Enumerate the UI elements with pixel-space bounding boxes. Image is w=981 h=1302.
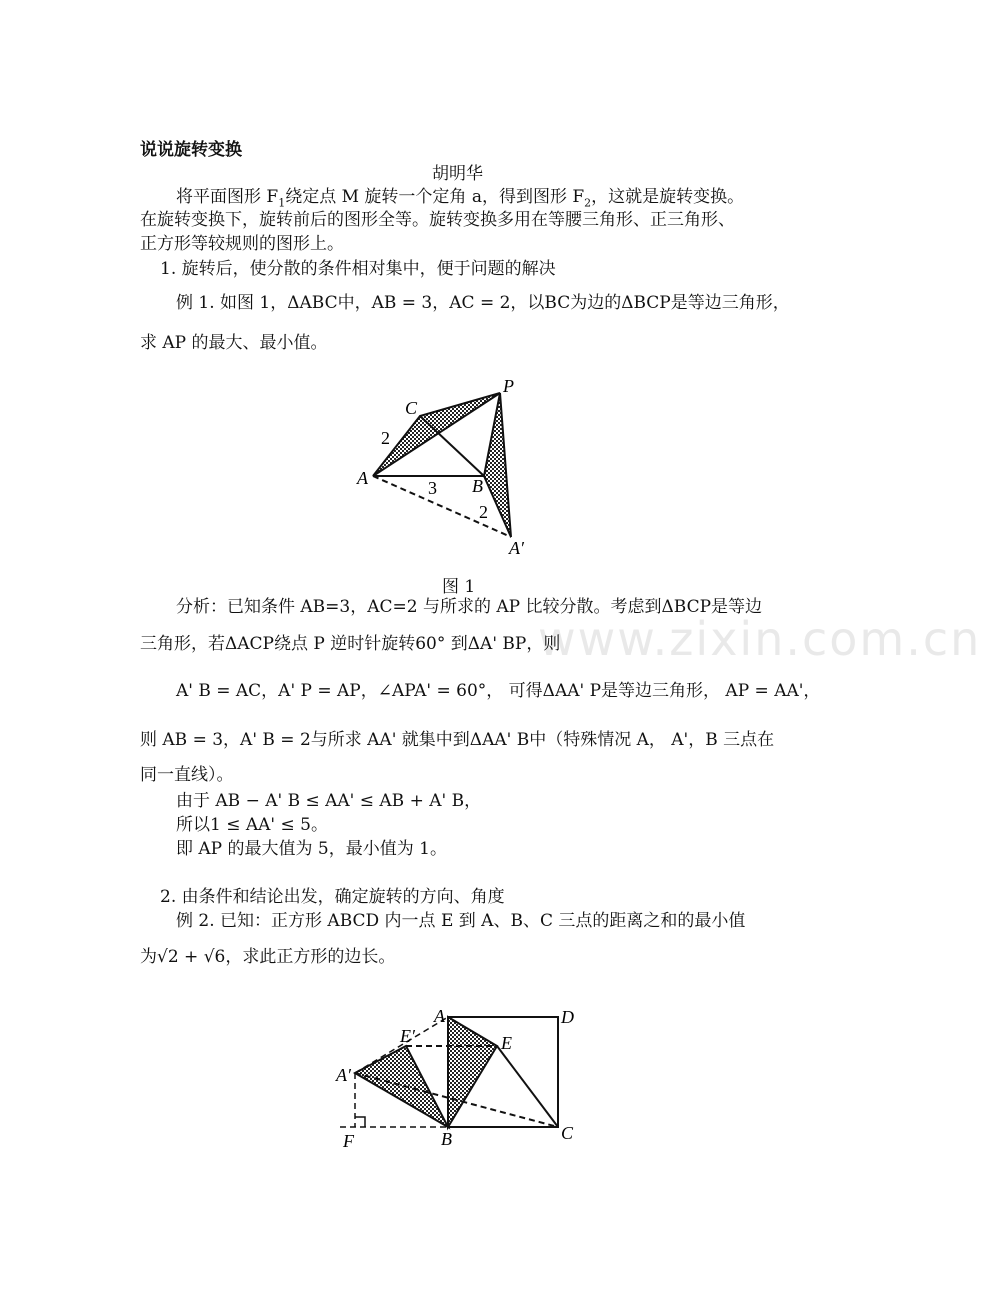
- analysis-line-3: A' B = AC，A' P = AP，∠APA' = 60°， 可得ΔAA' P是等边三角形， AP = AA'，: [176, 681, 821, 701]
- intro-sub-1: 1: [278, 196, 286, 210]
- analysis-line-2: 三角形，若ΔACP绕点 P 逆时针旋转60° 到ΔA' BP，则: [140, 634, 561, 654]
- example1-line-1: 例 1. 如图 1，ΔABC中，AB = 3，AC = 2，以BC为边的ΔBCP是等边三角形，: [176, 293, 790, 313]
- intro-text-c: ，这就是旋转变换。: [591, 187, 745, 207]
- label-b: B: [472, 476, 483, 496]
- intro-sub-2: 2: [584, 196, 592, 210]
- figure-1-caption: 图 1: [442, 577, 476, 597]
- figure-2: [330, 998, 590, 1158]
- intro-line-3: 正方形等较规则的图形上。: [140, 234, 344, 254]
- label-len-ac: 2: [381, 428, 390, 448]
- label-a-prime: A′: [509, 538, 524, 558]
- analysis-line-4: 则 AB = 3，A' B = 2与所求 AA' 就集中到ΔAA' B中（特殊情况 A， A'，B 三点在: [140, 730, 775, 750]
- intro-line-2: 在旋转变换下，旋转前后的图形全等。旋转变换多用在等腰三角形、正三角形、: [140, 210, 735, 230]
- step-2: 所以1 ≤ AA' ≤ 5。: [176, 815, 328, 835]
- label-b: B: [441, 1129, 452, 1149]
- triangle-abe-shaded: [448, 1017, 497, 1127]
- triangle-acp-shaded: [373, 393, 500, 476]
- figure-1: [355, 372, 545, 562]
- label-len-ab: 3: [428, 478, 437, 498]
- example2-line-2: 为√2 + √6，求此正方形的边长。: [140, 947, 396, 967]
- conclusion: 即 AP 的最大值为 5，最小值为 1。: [176, 839, 447, 859]
- author: 胡明华: [432, 164, 483, 184]
- intro-text-b: 绕定点 M 旋转一个定角 a，得到图形 F: [285, 187, 585, 207]
- triangle-a-prime-bp-shaded: [484, 393, 511, 537]
- watermark: www.zixin.com.cn: [538, 612, 981, 666]
- label-a-prime: A′: [336, 1065, 351, 1085]
- label-p: P: [503, 376, 514, 396]
- label-e-prime: E′: [400, 1026, 415, 1046]
- section1-heading: 1. 旋转后，使分散的条件相对集中，便于问题的解决: [160, 259, 556, 279]
- label-len-ba-prime: 2: [479, 502, 488, 522]
- analysis-line-5: 同一直线）。: [140, 765, 234, 785]
- intro-text-a: 将平面图形 F: [176, 187, 279, 207]
- triangle-a-prime-e-prime-b-shaded: [355, 1046, 448, 1127]
- section2-heading: 2. 由条件和结论出发，确定旋转的方向、角度: [160, 887, 505, 907]
- doc-title: 说说旋转变换: [140, 140, 242, 160]
- label-c: C: [405, 398, 418, 418]
- right-angle-mark: [355, 1117, 365, 1127]
- label-f: F: [343, 1131, 354, 1151]
- segment-ec: [497, 1046, 558, 1127]
- example1-line-2: 求 AP 的最大、最小值。: [140, 333, 328, 353]
- label-d: D: [561, 1007, 574, 1027]
- label-e: E: [501, 1033, 512, 1053]
- step-1: 由于 AB − A' B ≤ AA' ≤ AB + A' B，: [176, 791, 482, 811]
- label-a: A: [434, 1006, 445, 1026]
- example2-line-1: 例 2. 已知：正方形 ABCD 内一点 E 到 A、B、C 三点的距离之和的最小值: [176, 911, 746, 931]
- label-a: A: [357, 468, 368, 488]
- label-c: C: [561, 1123, 574, 1143]
- analysis-line-1: 分析：已知条件 AB=3，AC=2 与所求的 AP 比较分散。考虑到ΔBCP是等边: [176, 597, 763, 617]
